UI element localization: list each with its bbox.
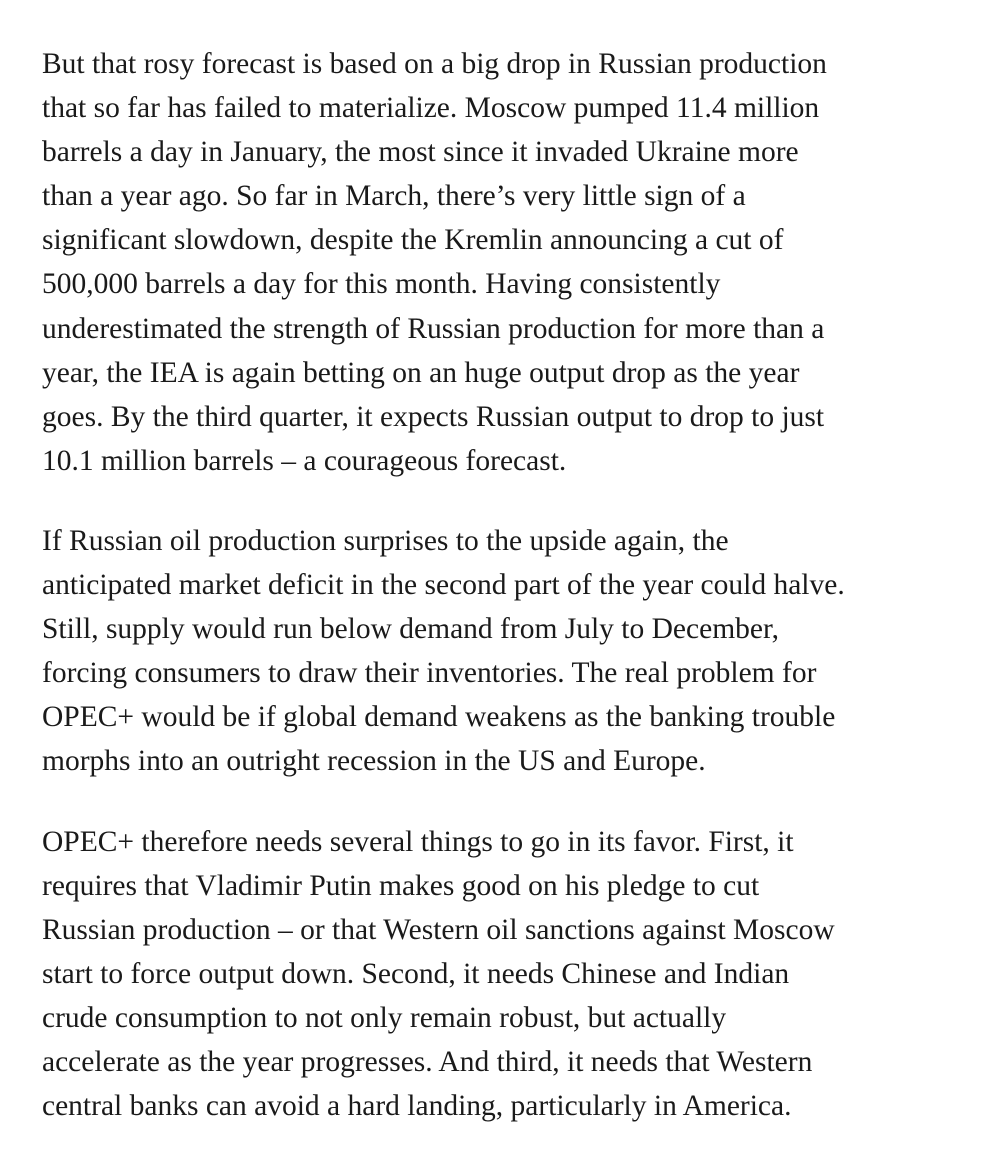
- text-line: requires that Vladimir Putin makes good on his pledge to cut: [42, 869, 760, 902]
- text-line: than a year ago. So far in March, there’s very little sign of a: [42, 180, 746, 213]
- text-line: crude consumption to not only remain robust, but actually: [42, 1001, 727, 1034]
- text-line: If Russian oil production surprises to the upside again, the: [42, 524, 729, 557]
- text-line: goes. By the third quarter, it expects Russian output to drop to just: [42, 400, 825, 433]
- paragraph-1: [42, 42, 988, 483]
- text-line: morphs into an outright recession in the US and Europe.: [42, 745, 706, 778]
- text-line: But that rosy forecast is based on a big drop in Russian production: [42, 48, 827, 80]
- text-line: Still, supply would run below demand from July to December,: [42, 613, 780, 646]
- text-line: Russian production – or that Western oil sanctions against Moscow: [42, 913, 835, 946]
- text-line: that so far has failed to materialize. Moscow pumped 11.4 million: [42, 92, 820, 125]
- text-line: year, the IEA is again betting on an huge output drop as the year: [42, 356, 800, 389]
- text-line: 10.1 million barrels – a courageous forecast.: [42, 444, 567, 477]
- text-line: 500,000 barrels a day for this month. Having consistently: [42, 268, 721, 301]
- text-line: start to force output down. Second, it needs Chinese and Indian: [42, 957, 790, 990]
- text-line: underestimated the strength of Russian production for more than a: [42, 312, 825, 345]
- text-line: accelerate as the year progresses. And third, it needs that Western: [42, 1045, 813, 1078]
- text-line: significant slowdown, despite the Kremlin announcing a cut of: [42, 224, 784, 257]
- paragraph-3: [42, 820, 988, 1129]
- text-line: OPEC+ therefore needs several things to go in its favor. First, it: [42, 825, 794, 858]
- text-line: anticipated market deficit in the second part of the year could halve.: [42, 569, 845, 602]
- text-line: forcing consumers to draw their inventories. The real problem for: [42, 657, 817, 690]
- text-line: OPEC+ would be if global demand weakens as the banking trouble: [42, 701, 836, 734]
- text-line: barrels a day in January, the most since it invaded Ukraine more: [42, 136, 799, 169]
- paragraph-2: [42, 519, 988, 784]
- text-line: central banks can avoid a hard landing, particularly in America.: [42, 1090, 792, 1123]
